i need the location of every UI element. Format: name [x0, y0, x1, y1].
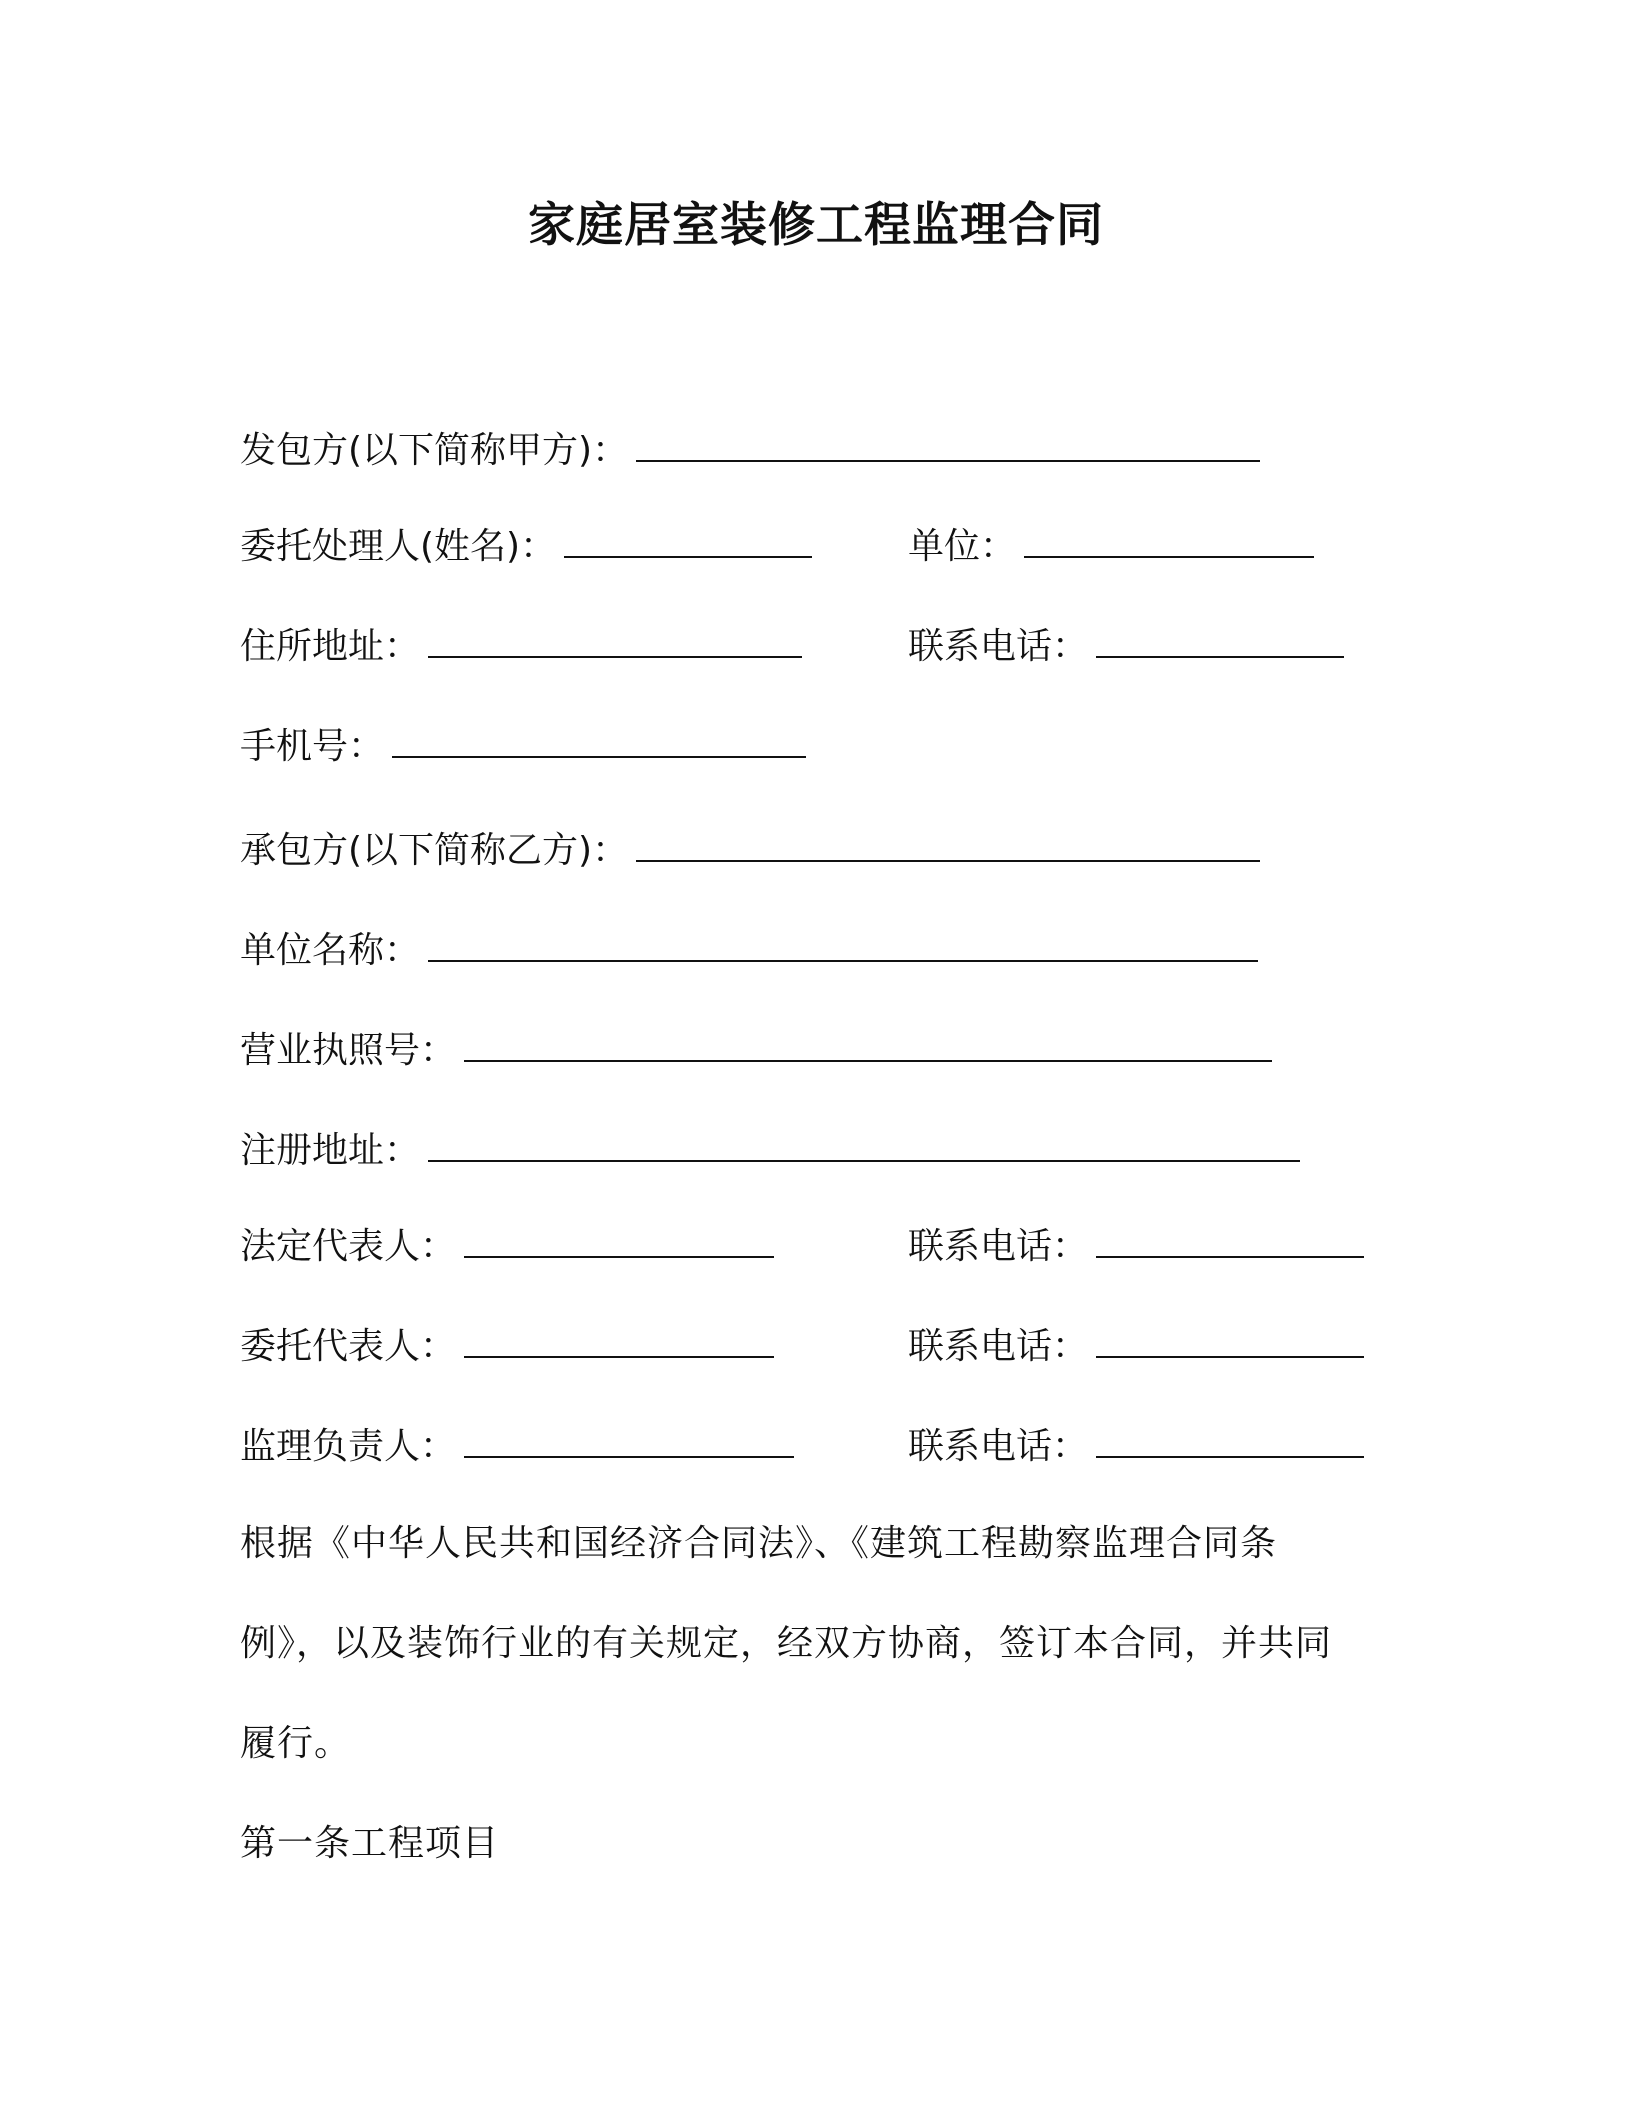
party-b-legal-rep-row: [240, 1222, 774, 1271]
party-a-mobile-blank[interactable]: [392, 722, 806, 758]
party-a-name-row: [240, 426, 1260, 475]
party-b-supervisor-phone-label: 联系电话：: [908, 1426, 1089, 1467]
party-b-reg-address-label: 注册地址：: [240, 1130, 421, 1171]
preamble-line-2: 例》，以及装饰行业的有关规定，经双方协商，签订本合同，并共同: [240, 1623, 1333, 1664]
party-a-mobile-row: [240, 722, 806, 771]
party-b-supervisor-label: 监理负责人：: [240, 1426, 457, 1467]
party-b-license-blank[interactable]: [464, 1026, 1272, 1062]
party-a-phone-row: [908, 622, 1344, 671]
party-b-legal-rep-label: 法定代表人：: [240, 1226, 457, 1267]
document-title: 家庭居室装修工程监理合同: [528, 198, 1104, 253]
party-a-agent-label: 委托处理人(姓名)：: [240, 526, 557, 567]
preamble-line-3: 履行。: [240, 1723, 352, 1764]
party-a-address-label: 住所地址：: [240, 626, 421, 667]
party-b-supervisor-phone-row: [908, 1422, 1364, 1471]
party-b-legal-rep-phone-blank[interactable]: [1096, 1222, 1364, 1258]
party-b-legal-rep-phone-row: [908, 1222, 1364, 1271]
party-b-reg-address-row: [240, 1126, 1300, 1175]
party-b-delegate-blank[interactable]: [464, 1322, 774, 1358]
preamble-line-1: 根据《中华人民共和国经济合同法》、《建筑工程勘察监理合同条: [240, 1523, 1278, 1564]
party-a-agent-blank[interactable]: [564, 522, 812, 558]
party-b-supervisor-phone-blank[interactable]: [1096, 1422, 1364, 1458]
party-a-name-blank[interactable]: [636, 426, 1260, 462]
party-b-delegate-phone-blank[interactable]: [1096, 1322, 1364, 1358]
party-b-unit-name-row: [240, 926, 1258, 975]
party-b-name-row: [240, 826, 1260, 875]
article-1-heading: 第一条工程项目: [240, 1823, 500, 1864]
party-b-supervisor-row: [240, 1422, 794, 1471]
party-b-delegate-label: 委托代表人：: [240, 1326, 457, 1367]
party-b-license-row: [240, 1026, 1272, 1075]
party-a-unit-row: [908, 522, 1314, 571]
party-a-unit-label: 单位：: [908, 526, 1017, 567]
party-b-delegate-phone-label: 联系电话：: [908, 1326, 1089, 1367]
party-b-name-blank[interactable]: [636, 826, 1260, 862]
party-a-address-row: [240, 622, 802, 671]
party-a-mobile-label: 手机号：: [240, 726, 385, 767]
party-b-supervisor-blank[interactable]: [464, 1422, 794, 1458]
party-b-license-label: 营业执照号：: [240, 1030, 457, 1071]
party-b-legal-rep-blank[interactable]: [464, 1222, 774, 1258]
party-b-name-label: 承包方(以下简称乙方)：: [240, 830, 629, 871]
party-a-unit-blank[interactable]: [1024, 522, 1314, 558]
party-b-unit-name-label: 单位名称：: [240, 930, 421, 971]
party-a-name-label: 发包方(以下简称甲方)：: [240, 430, 629, 471]
party-b-delegate-row: [240, 1322, 774, 1371]
party-b-legal-rep-phone-label: 联系电话：: [908, 1226, 1089, 1267]
party-a-phone-blank[interactable]: [1096, 622, 1344, 658]
party-a-address-blank[interactable]: [428, 622, 802, 658]
party-a-agent-row: [240, 522, 812, 571]
party-a-phone-label: 联系电话：: [908, 626, 1089, 667]
party-b-reg-address-blank[interactable]: [428, 1126, 1300, 1162]
party-b-delegate-phone-row: [908, 1322, 1364, 1371]
party-b-unit-name-blank[interactable]: [428, 926, 1258, 962]
